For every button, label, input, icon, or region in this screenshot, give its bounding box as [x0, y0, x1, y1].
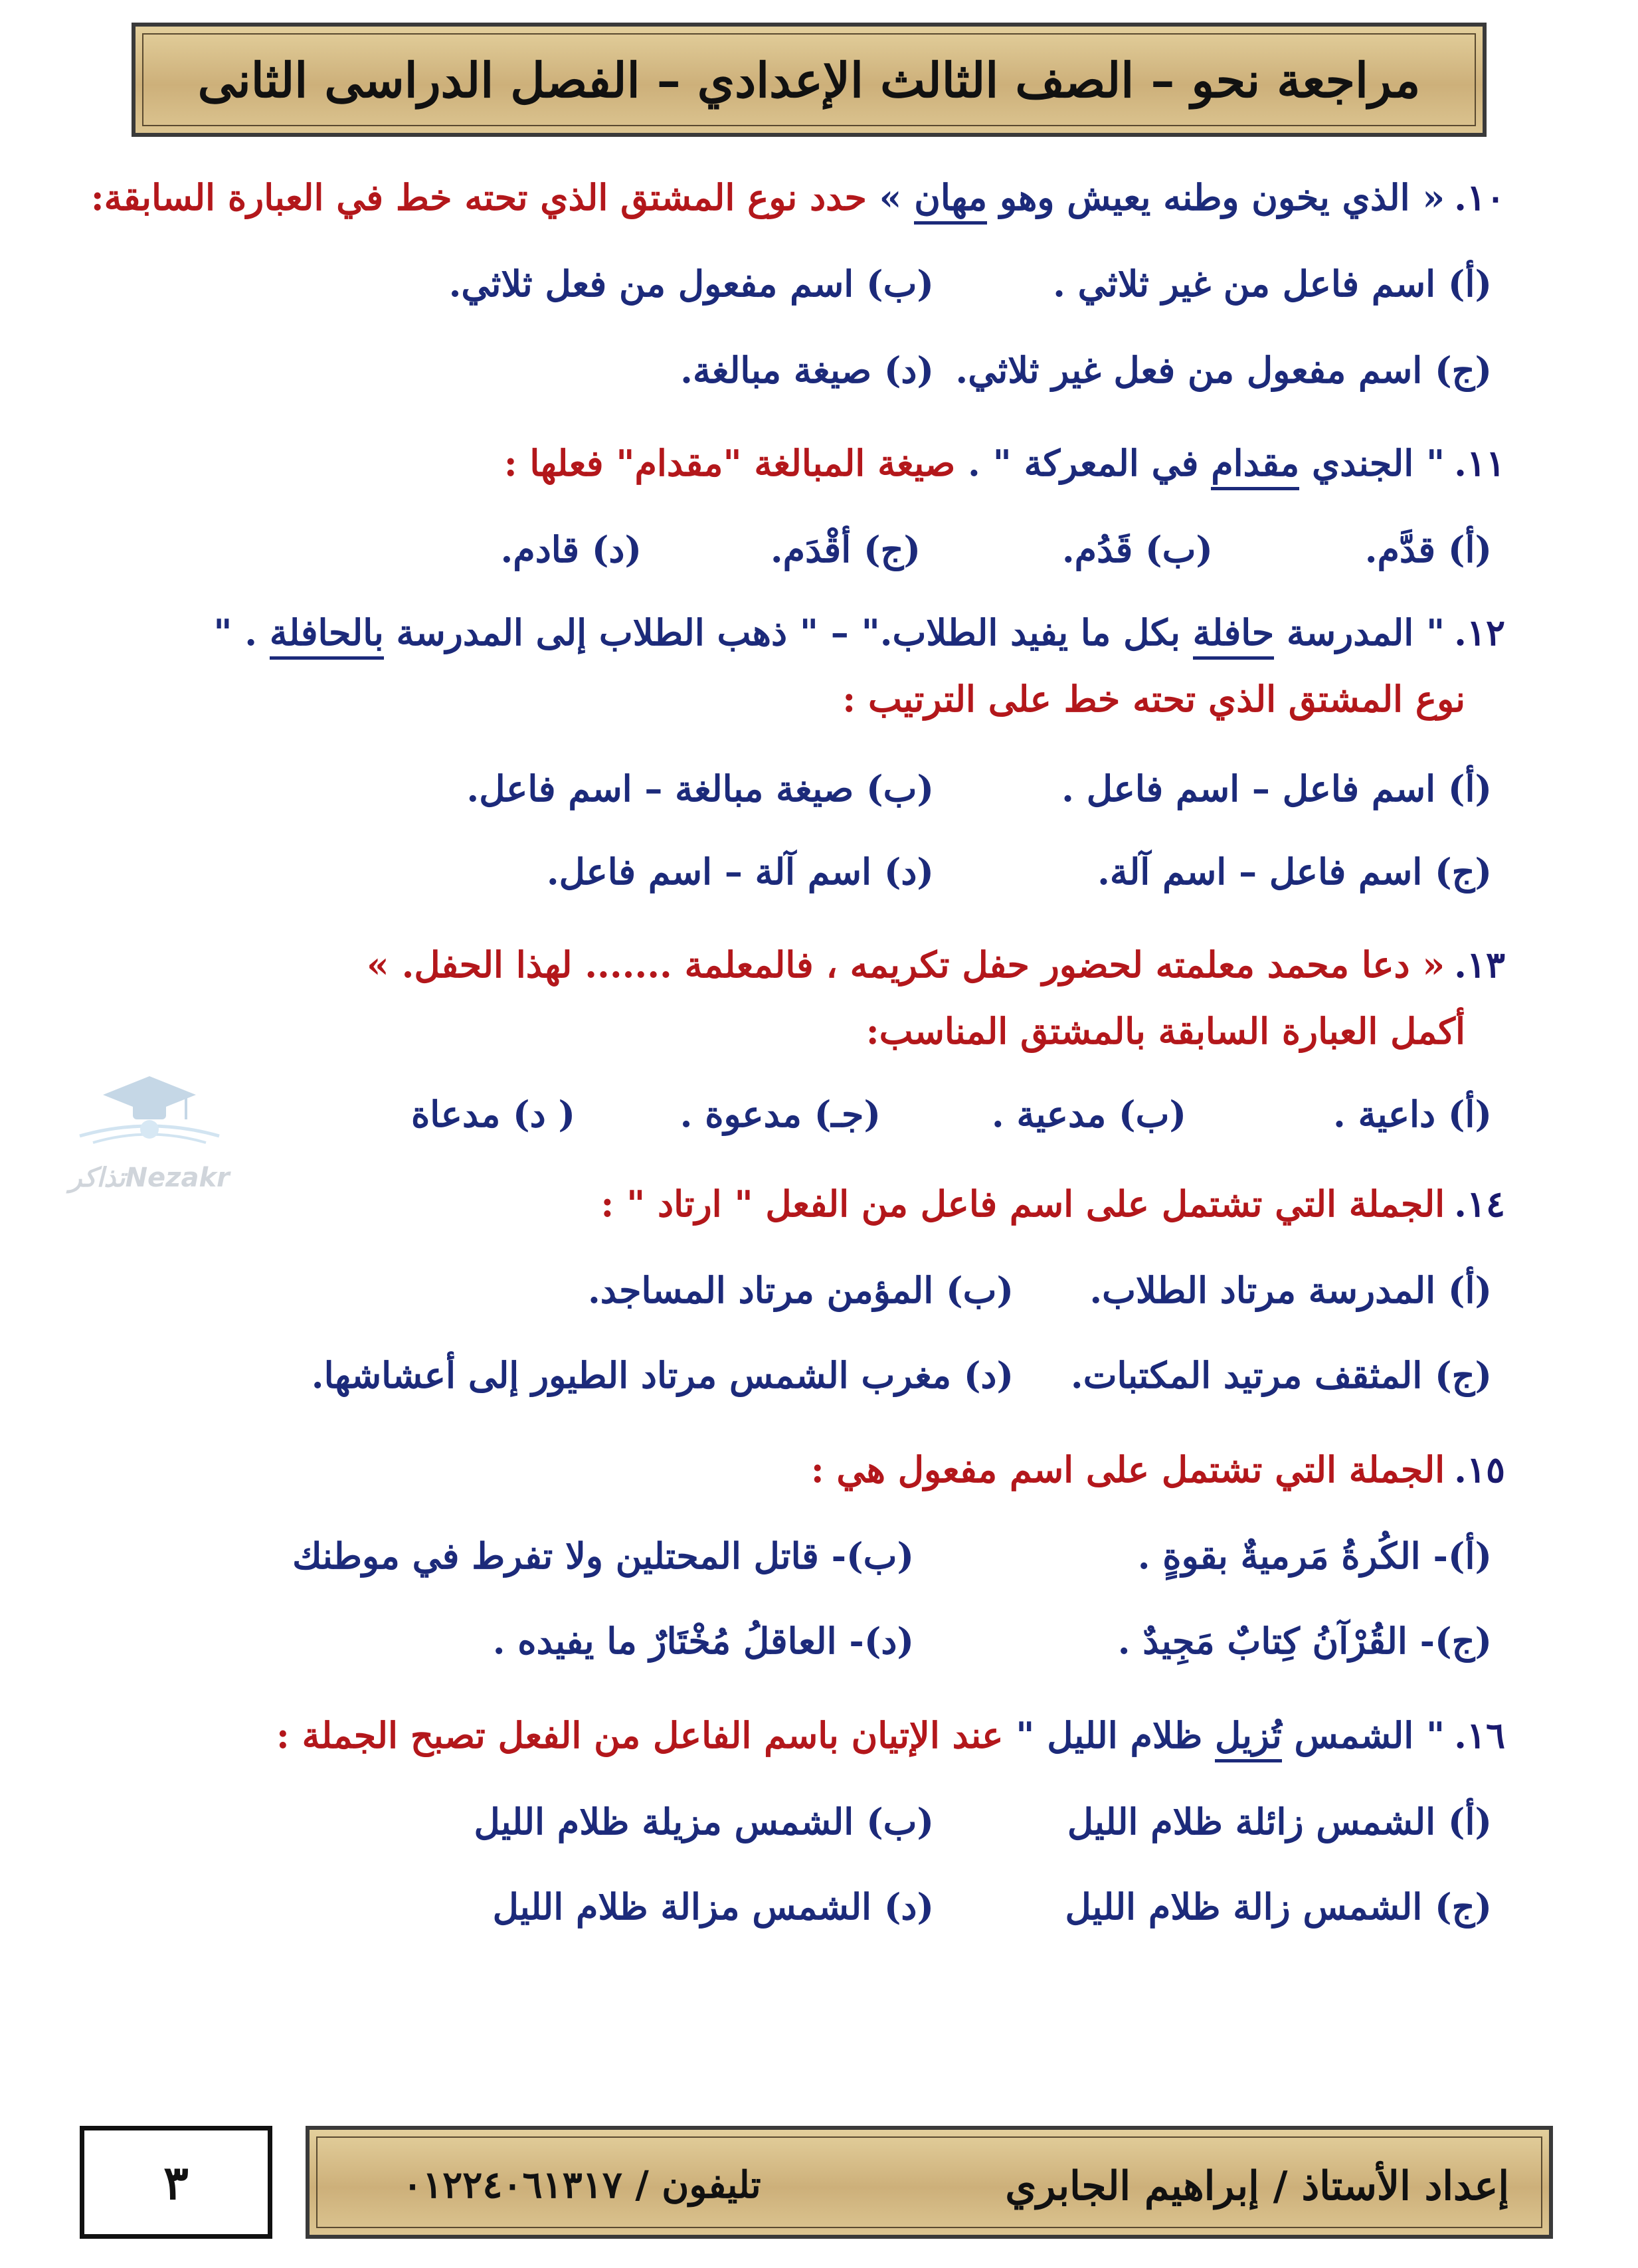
page-number: ٣	[163, 2154, 189, 2210]
option-b[interactable]: (ب) صيغة مبالغة – اسم فاعل.	[466, 767, 934, 810]
option-a[interactable]: (أ) قدَّم.	[1364, 528, 1492, 571]
question-stem: ١٠.« الذي يخون وطنه يعيش وهو مهان » حدد نوع المشتق الذي تحته خط في العبارة السابقة:	[91, 179, 1505, 215]
option-a[interactable]: (أ) داعية .	[1332, 1093, 1492, 1135]
watermark-logo	[53, 1063, 246, 1193]
question-stem: ١٣.« دعا محمد معلمته لحضور حفل تكريمه ، فالمعلمة ....... لهذا الحفل. »	[367, 943, 1505, 986]
question-stem: ١١." الجندي مقدام في المعركة " . صيغة المبالغة "مقدام" فعلها :	[504, 445, 1505, 481]
option-d[interactable]: (د) مغرب الشمس مرتاد الطيور إلى أعشاشها.	[311, 1354, 1014, 1396]
option-b[interactable]: (ب) قَدُم.	[1061, 528, 1213, 571]
question-instruction: أكمل العبارة السابقة بالمشتق المناسب:	[865, 1010, 1465, 1052]
option-c[interactable]: (ج)- القُرْآنُ كِتابٌ مَجِيدٌ .	[1117, 1620, 1492, 1662]
question-number: ١٠.	[1454, 176, 1505, 219]
underlined-word: مقدام	[1211, 442, 1299, 490]
page-number-box	[80, 2126, 272, 2239]
footer-phone: تليفون / ٠١٢٢٤٠٦١٣١٧	[403, 2163, 761, 2207]
option-d[interactable]: (د) اسم آلة – اسم فاعل.	[546, 850, 934, 893]
underlined-word: مهان	[914, 176, 987, 225]
option-b[interactable]: (ب) المؤمن مرتاد المساجد.	[587, 1269, 1014, 1311]
option-c[interactable]: (ج) أقْدَم.	[770, 528, 921, 571]
option-a[interactable]: (أ) اسم فاعل من غير ثلاثي .	[1053, 262, 1492, 305]
underlined-word: حافلة	[1193, 611, 1274, 660]
question-number: ١٥.	[1454, 1448, 1505, 1491]
option-b[interactable]: (ب)- قاتل المحتلين ولا تفرط في موطنك	[292, 1535, 914, 1577]
option-d[interactable]: ( د) مدعاة	[411, 1093, 575, 1135]
question-number: ١٢.	[1454, 611, 1505, 654]
question-number: ١٦.	[1454, 1714, 1505, 1756]
option-d[interactable]: (د) قادم.	[500, 528, 642, 571]
option-a[interactable]: (أ)- الكُرةُ مَرميةٌ بقوةٍ .	[1137, 1535, 1492, 1577]
question-stem: ١٢." المدرسة حافلة بكل ما يفيد الطلاب." – " ذهب الطلاب إلى المدرسة بالحافلة . "	[213, 614, 1505, 650]
footer-banner	[306, 2126, 1553, 2239]
header-banner	[132, 23, 1487, 137]
question-instruction: نوع المشتق الذي تحته خط على الترتيب :	[842, 678, 1465, 720]
option-c[interactable]: (ج) اسم مفعول من فعل غير ثلاثي.	[955, 349, 1492, 391]
option-c[interactable]: (ج) الشمس زالة ظلام الليل	[1065, 1885, 1492, 1928]
option-b[interactable]: (ب) الشمس مزيلة ظلام الليل	[474, 1800, 934, 1843]
question-number: ١١.	[1454, 442, 1505, 484]
question-stem: ١٤.الجملة التي تشتمل على اسم فاعل من الفعل " ارتاد " :	[600, 1182, 1505, 1225]
option-c[interactable]: (ج) المثقف مرتيد المكتبات.	[1070, 1354, 1492, 1396]
option-b[interactable]: (ب) مدعية .	[991, 1093, 1186, 1135]
underlined-word: بالحافلة	[270, 611, 384, 660]
option-c[interactable]: (جـ) مدعوة .	[680, 1093, 881, 1135]
question-stem: ١٦." الشمس تُزيل ظلام الليل " عند الإتيان باسم الفاعل من الفعل تصبح الجملة :	[276, 1717, 1505, 1753]
graduation-cap-icon	[53, 1063, 246, 1163]
underlined-word: تُزيل	[1215, 1714, 1282, 1762]
option-a[interactable]: (أ) الشمس زائلة ظلام الليل	[1067, 1800, 1492, 1843]
question-number: ١٤.	[1454, 1182, 1505, 1225]
page-title: مراجعة نحو – الصف الثالث الإعدادي – الفصل الدراسى الثانى	[197, 51, 1421, 108]
option-a[interactable]: (أ) المدرسة مرتاد الطلاب.	[1089, 1269, 1492, 1311]
option-b[interactable]: (ب) اسم مفعول من فعل ثلاثي.	[448, 262, 934, 305]
question-stem: ١٥.الجملة التي تشتمل على اسم مفعول هي :	[810, 1448, 1505, 1491]
option-d[interactable]: (د) الشمس مزالة ظلام الليل	[492, 1885, 934, 1928]
watermark-text: Nezakrتذاكر	[69, 1163, 230, 1193]
question-number: ١٣.	[1454, 943, 1505, 986]
option-d[interactable]: (د)- العاقلُ مُخْتَارٌ ما يفيده .	[492, 1620, 914, 1662]
option-a[interactable]: (أ) اسم فاعل – اسم فاعل .	[1061, 767, 1492, 810]
option-c[interactable]: (ج) اسم فاعل – اسم آلة.	[1097, 850, 1492, 893]
option-d[interactable]: (د) صيغة مبالغة.	[680, 349, 934, 391]
footer-author: إعداد الأستاذ / إبراهيم الجابري	[1005, 2163, 1509, 2210]
